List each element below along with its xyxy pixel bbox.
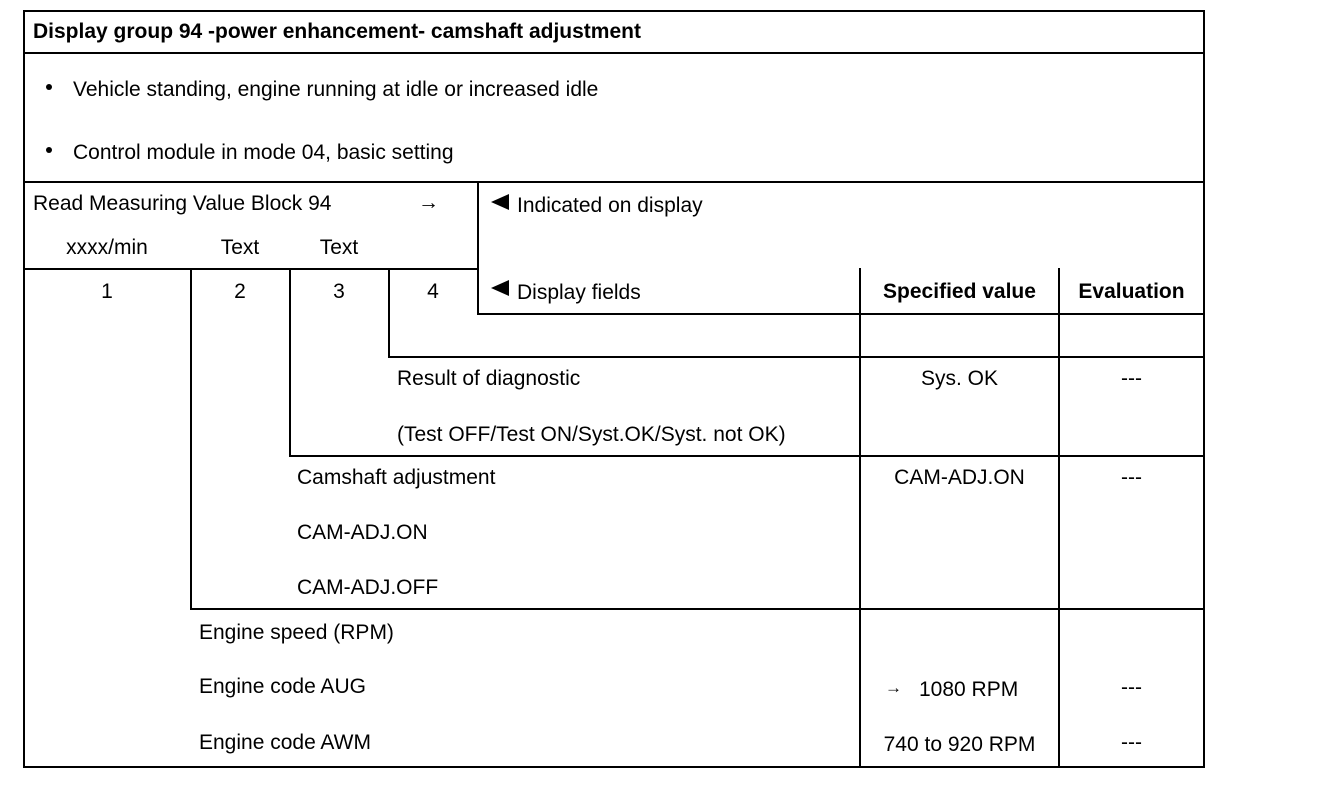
field-unit-3: Text <box>319 236 359 259</box>
condition-1: Vehicle standing, engine running at idle or increased idle <box>73 78 599 101</box>
field-number-3: 3 <box>333 280 345 303</box>
field-number-4: 4 <box>427 280 439 303</box>
frame-left <box>23 10 25 768</box>
field-2-bracket-vertical <box>190 268 192 610</box>
evaluation-header: Evaluation <box>1078 280 1185 303</box>
field-number-1: 1 <box>101 280 113 303</box>
field-number-2: 2 <box>234 280 246 303</box>
engine-code-aug-label: Engine code AUG <box>199 675 366 698</box>
field-3-bracket-horizontal <box>289 455 1205 457</box>
frame-top <box>23 10 1205 12</box>
bullet-icon <box>46 147 52 153</box>
diagnostic-specified-value: Sys. OK <box>920 367 999 390</box>
frame-bottom <box>23 766 1205 768</box>
conditions-separator <box>23 181 1205 183</box>
indicated-on-display-label: Indicated on display <box>517 194 703 217</box>
camshaft-option-off: CAM-ADJ.OFF <box>297 576 439 599</box>
diagnostic-label: Result of diagnostic <box>397 367 581 390</box>
camshaft-specified-value: CAM-ADJ.ON <box>894 466 1025 489</box>
pointer-triangle-icon <box>491 280 509 296</box>
camshaft-evaluation: --- <box>1121 466 1142 489</box>
field-unit-1: xxxx/min <box>66 236 148 259</box>
engine-code-awm-label: Engine code AWM <box>199 731 371 754</box>
field-unit-2: Text <box>220 236 260 259</box>
specified-value-header: Specified value <box>883 280 1036 303</box>
page-title: Display group 94 -power enhancement- camshaft adjustment <box>33 20 641 43</box>
display-fields-header: Display fields <box>517 281 641 304</box>
diagnostic-options: (Test OFF/Test ON/Syst.OK/Syst. not OK) <box>397 423 786 446</box>
right-arrow-icon: → <box>418 191 439 214</box>
title-separator <box>23 52 1205 54</box>
camshaft-option-on: CAM-ADJ.ON <box>297 521 428 544</box>
pointer-triangle-icon <box>491 194 509 210</box>
field-4-bracket-horizontal <box>388 356 1205 358</box>
read-block-separator <box>23 268 479 270</box>
engine-awm-specified-value: 740 to 920 RPM <box>883 733 1036 756</box>
condition-2: Control module in mode 04, basic setting <box>73 141 454 164</box>
camshaft-label: Camshaft adjustment <box>297 466 496 489</box>
engine-aug-specified-value: 1080 RPM <box>919 678 1019 701</box>
diagnostic-evaluation: --- <box>1121 367 1142 390</box>
engine-speed-label: Engine speed (RPM) <box>199 621 394 644</box>
engine-awm-evaluation: --- <box>1121 731 1142 754</box>
right-arrow-icon: → <box>885 678 902 697</box>
engine-aug-evaluation: --- <box>1121 676 1142 699</box>
field-2-bracket-horizontal <box>190 608 1205 610</box>
read-block-label: Read Measuring Value Block 94 <box>33 192 332 215</box>
specified-column-line <box>859 268 861 768</box>
bullet-icon <box>46 84 52 90</box>
display-fields-separator <box>477 313 1205 315</box>
